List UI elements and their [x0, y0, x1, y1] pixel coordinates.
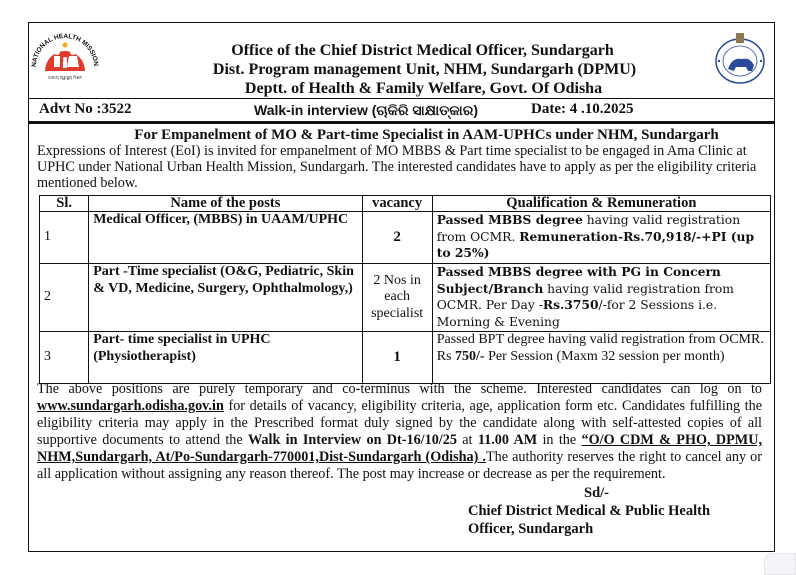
header-qualification: Qualification & Remuneration: [432, 196, 770, 212]
interview-time: 11.00 AM: [477, 432, 538, 448]
purpose-heading: For Empanelment of MO & Part-time Specialist in AAM-UPHCs under NHM, Sundargarh: [134, 127, 719, 143]
row-sl: 1: [40, 212, 89, 264]
qual-bold: Passed MBBS degree: [436, 212, 583, 227]
header-post-name: Name of the posts: [89, 196, 362, 212]
advertisement-document: [28, 22, 775, 552]
signatory-title: Chief District Medical & Public Health: [468, 503, 711, 519]
header-vacancy: vacancy: [362, 196, 432, 212]
advt-number: Advt No :3522: [39, 101, 132, 117]
header-department-title: Deptt. of Health & Family Welfare, Govt. Of Odisha: [244, 80, 603, 97]
body-text: in the: [537, 432, 582, 448]
row-vacancy: 2 Nos in each specialist: [362, 264, 432, 332]
row-qualification: [432, 264, 770, 332]
intro-paragraph: Expressions of Interest (EoI) is invited for empanelment of MO MBBS & Part time specialist to be engaged in Ama Clinic at UPHC under National Urban Health Mission, Sundargarh. The interested candidates have to apply as per the eligibility criteria mentioned below.: [37, 143, 757, 191]
interview-date: Walk in Interview on Dt-16/10/25: [248, 432, 457, 448]
interview-venue: “O/O CDM & PHO, DPMU, NHM,Sundargarh, At/Po-Sundargarh-770001,Dist-Sundargarh (Odisha) .: [37, 432, 762, 465]
table-header-row: [40, 196, 771, 212]
qual-bold: 750/-: [455, 348, 485, 364]
row-vacancy: 2: [362, 212, 432, 264]
advertisement-info-row: [29, 99, 774, 124]
row-vacancy: 1: [362, 332, 432, 384]
row-qualification: [432, 332, 770, 384]
row-qualification: [432, 212, 770, 264]
qual-bold: Remuneration-Rs.70,918/-+PI (up to 25%): [436, 228, 755, 260]
qual-text: Passed BPT degree having valid registration from OCMR. Rs: [436, 332, 764, 364]
signatory-office: Officer, Sundargarh: [468, 521, 594, 537]
table-row: [40, 332, 771, 384]
row-post-name: Medical Officer, (MBBS) in UAAM/UPHC: [89, 212, 362, 264]
row-sl: 2: [40, 264, 89, 332]
table-row: [40, 264, 771, 332]
table-row: [40, 212, 771, 264]
qual-text: /-for 2 Sessions i.e. Morning & Evening: [436, 298, 718, 329]
header-sl: Sl.: [40, 196, 89, 212]
odisha-govt-emblem-icon: [712, 27, 768, 87]
header-office-title: Office of the Chief District Medical Officer, Sundargarh: [231, 42, 614, 59]
district-website-link[interactable]: www.sundargarh.odisha.gov.in: [37, 398, 224, 414]
signature-block: [468, 484, 710, 538]
posts-table: [39, 195, 771, 384]
row-sl: 3: [40, 332, 89, 384]
body-text: at: [456, 432, 478, 448]
body-text: The above positions are purely temporary and co-terminus with the scheme. Interested candidates can log on to: [37, 381, 762, 397]
body-text: for details of vacancy, eligibility criteria, age, application form etc. Candidates fulfilling the eligibility criteria may apply in the Prescribed format duly signed by the candidate along with self-attested copies of all supportive documents to attend the: [37, 398, 762, 448]
row-post-name: Part -Time specialist (O&G, Pediatric, Skin & VD, Medicine, Surgery, Ophthalmology,): [89, 264, 362, 332]
qual-text: having valid registration from OCMR.: [436, 213, 741, 244]
body-text: The authority reserves the right to cancel any or all application without assigning any reason thereof. The post may increase or decrease as per the requirement.: [37, 449, 762, 482]
walkin-label: Walk-in interview (ଚାକିରି ସାକ୍ଷାତ୍କାର): [254, 102, 479, 118]
signature-sd: Sd/-: [584, 485, 609, 501]
row-post-name: Part- time specialist in UPHC (Physiotherapist): [89, 332, 362, 384]
qual-text: Per Session (Maxm 32 session per month): [484, 348, 725, 364]
qual-text: having valid registration from OCMR. Per Day -: [436, 281, 734, 312]
svg-text:ଜାତୀୟ ସ୍ୱାସ୍ଥ୍ୟ ମିଶନ: ଜାତୀୟ ସ୍ୱାସ୍ଥ୍ୟ ମିଶନ: [48, 75, 82, 80]
qual-bold: Passed MBBS degree with PG in Concern Subject/Branch: [436, 264, 721, 296]
header-unit-title: Dist. Program management Unit, NHM, Sundargarh (DPMU): [212, 61, 637, 78]
advt-date: Date: 4 .10.2025: [531, 101, 634, 117]
qual-bold: Rs.3750: [542, 297, 599, 312]
terms-paragraph: [37, 381, 762, 483]
document-header: [29, 23, 774, 99]
svg-text:NATIONAL HEALTH MISSION: NATIONAL HEALTH MISSION: [31, 32, 99, 68]
corner-widget: [764, 553, 796, 575]
